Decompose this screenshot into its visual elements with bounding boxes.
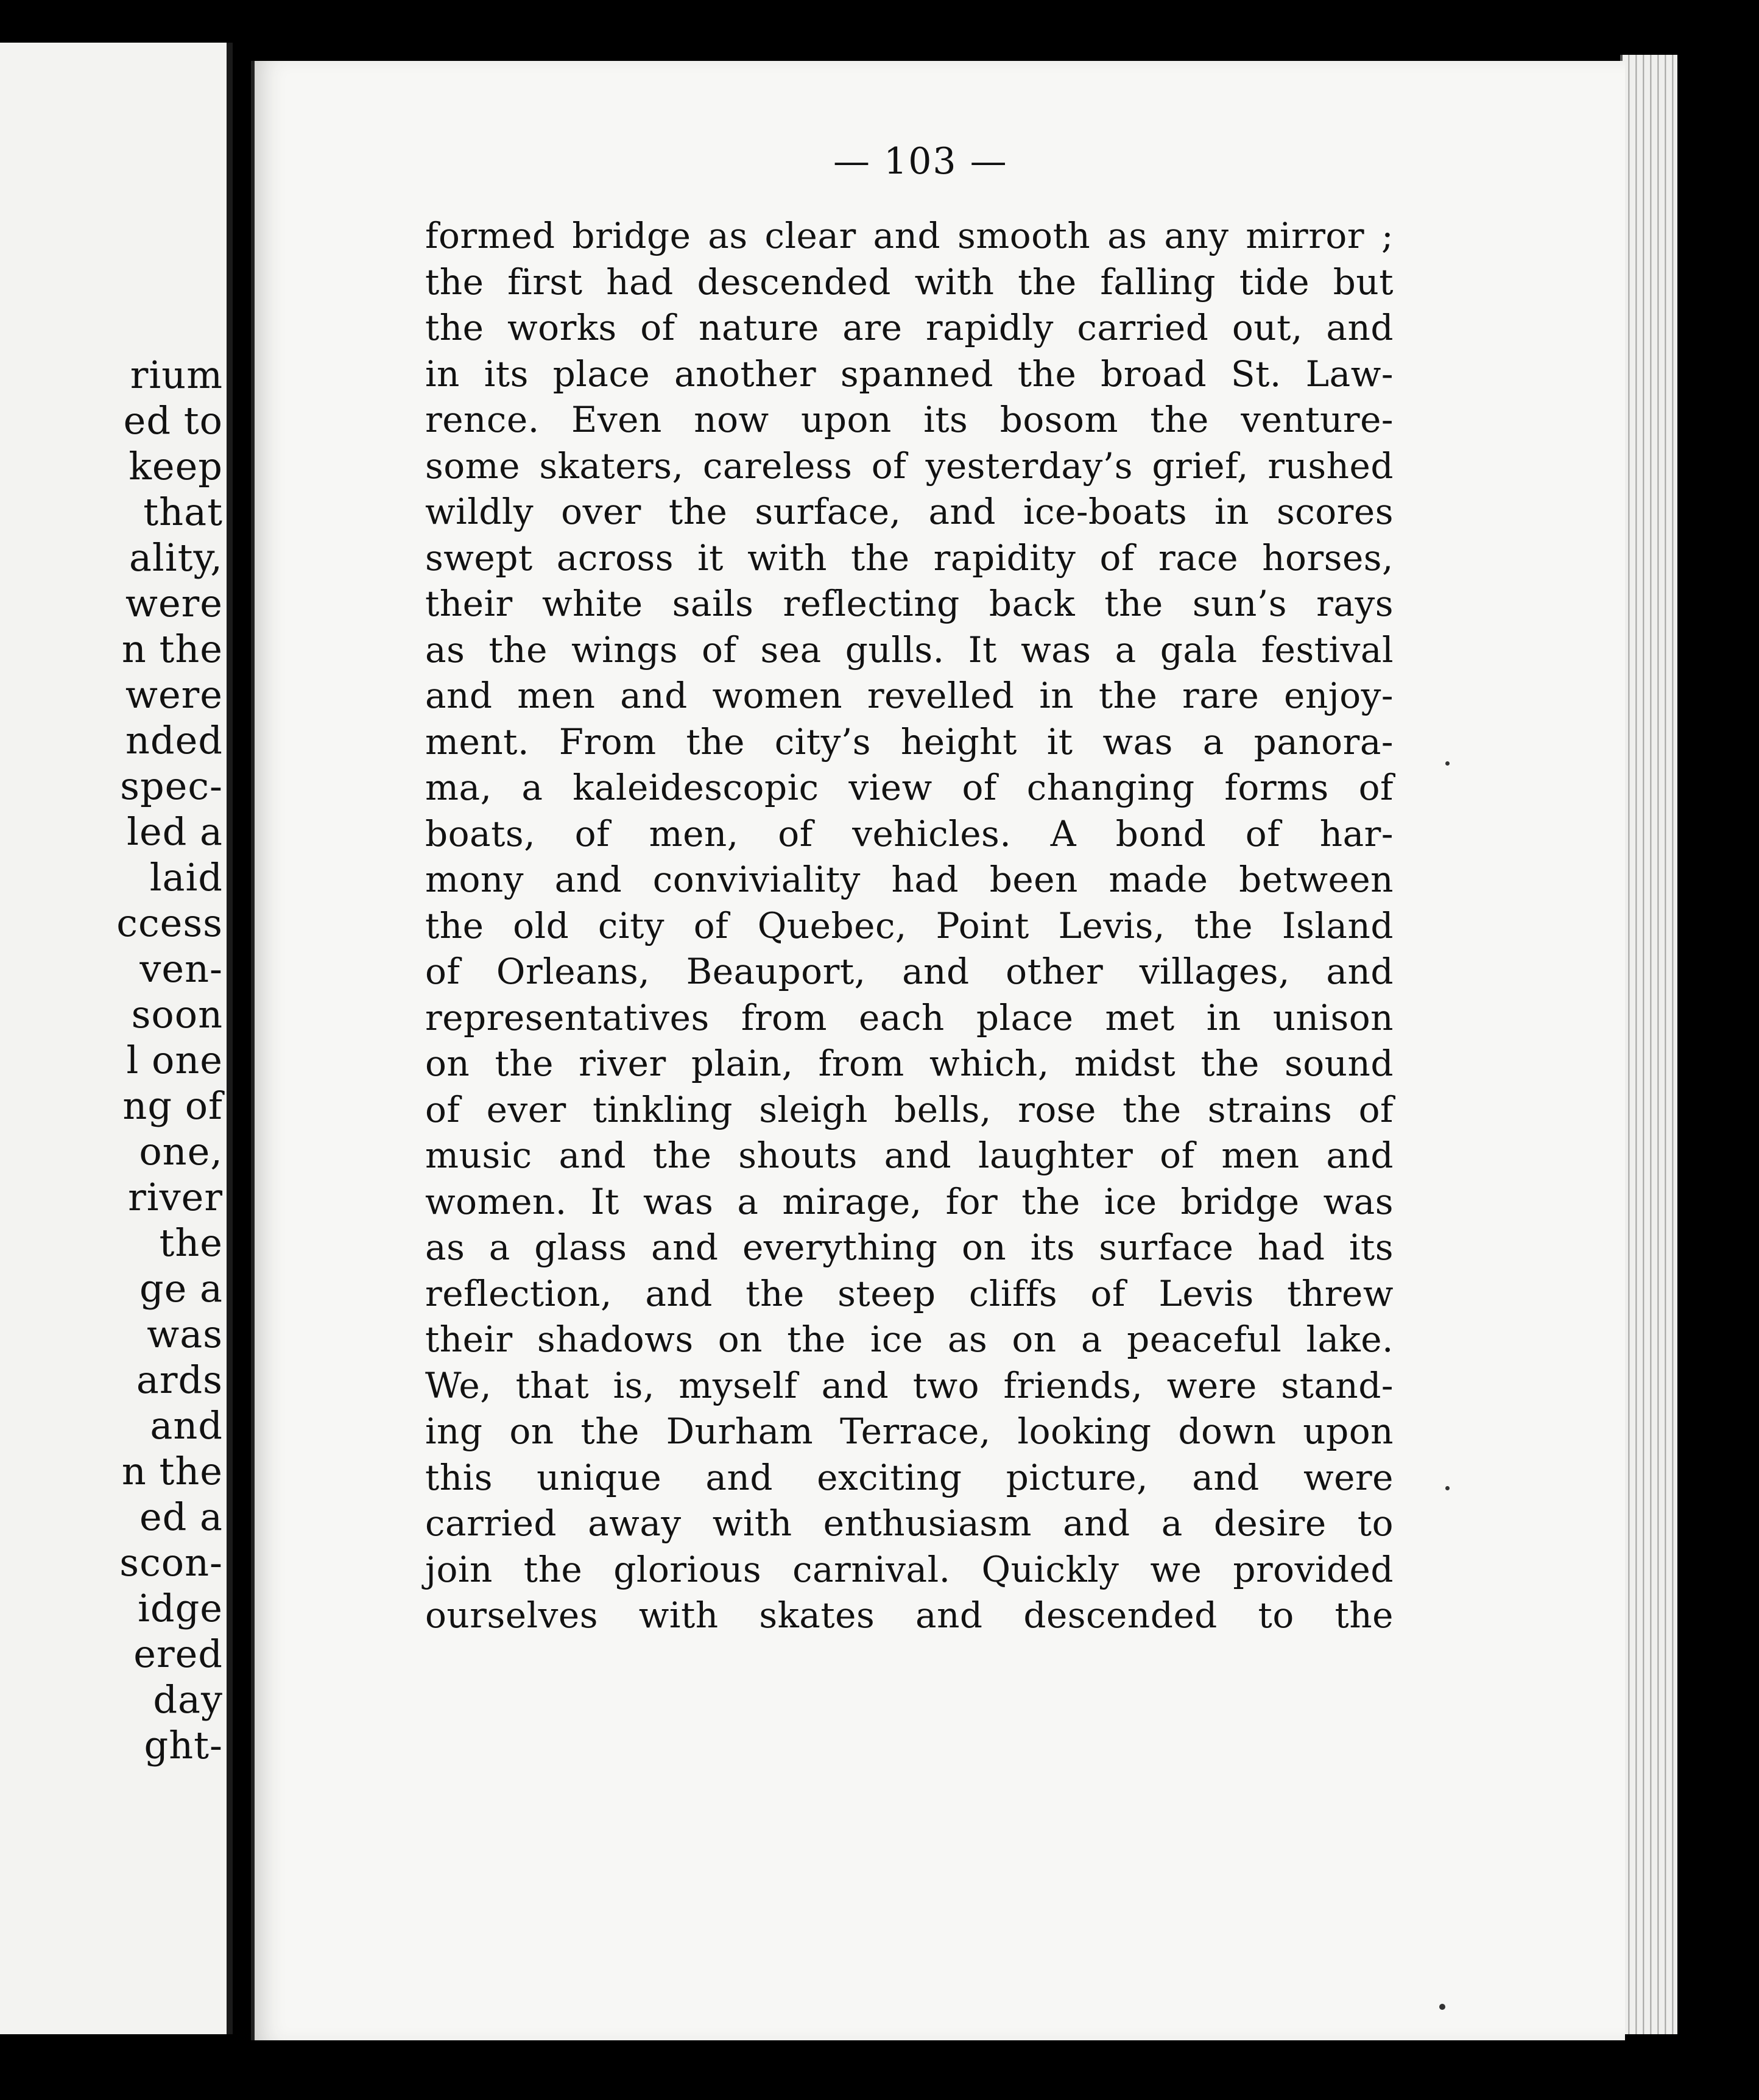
body-line: boats, of men, of vehicles. A bond of har- — [425, 812, 1394, 854]
body-line: on the river plain, from which, midst the sound — [425, 1043, 1394, 1084]
body-line: some skaters, careless of yesterday’s grief, rushed — [425, 445, 1394, 487]
body-line: of Orleans, Beauport, and other villages, and — [425, 951, 1394, 992]
ink-speck — [1439, 2004, 1445, 2010]
body-line: as the wings of sea gulls. It was a gala festival — [425, 629, 1394, 671]
body-line: and men and women revelled in the rare enjoy- — [425, 675, 1394, 716]
left-page-line: l one — [126, 1038, 223, 1082]
body-line: join the glorious carnival. Quickly we provided — [425, 1548, 1394, 1590]
left-page-line: were — [125, 581, 223, 625]
body-line: ment. From the city’s height it was a panora- — [425, 721, 1394, 763]
body-line: rence. Even now upon its bosom the venture- — [425, 399, 1394, 440]
left-page-line: ered — [133, 1632, 223, 1676]
page-number: — 103 — — [833, 140, 1008, 183]
left-facing-page — [0, 43, 233, 2034]
body-line: as a glass and everything on its surface had its — [425, 1227, 1394, 1268]
left-page-line: keep — [129, 444, 223, 488]
body-line: ma, a kaleidescopic view of changing forms of — [425, 767, 1394, 808]
left-page-line: were — [125, 672, 223, 717]
body-line: women. It was a mirage, for the ice bridge was — [425, 1180, 1394, 1222]
body-line: music and the shouts and laughter of men and — [425, 1135, 1394, 1176]
body-line: formed bridge as clear and smooth as any mirror ; — [425, 215, 1394, 256]
left-page-line: ality, — [129, 535, 223, 580]
left-page-line: ccess — [116, 901, 223, 945]
left-page-line: day — [153, 1677, 223, 1722]
left-page-line: was — [147, 1312, 223, 1356]
left-page-line: ge a — [139, 1266, 223, 1311]
left-page-line: rium — [130, 353, 223, 397]
body-line: the old city of Quebec, Point Levis, the Island — [425, 904, 1394, 946]
left-page-line: n the — [121, 627, 223, 671]
ink-speck — [1445, 1486, 1450, 1490]
body-line: swept across it with the rapidity of race horses, — [425, 537, 1394, 579]
left-page-line: n the — [121, 1449, 223, 1493]
left-page-line: that — [143, 490, 223, 534]
left-page-line: ven- — [139, 946, 223, 991]
body-line: this unique and exciting picture, and were — [425, 1456, 1394, 1498]
left-page-line: scon- — [119, 1540, 223, 1585]
body-line: their shadows on the ice as on a peaceful lake. — [425, 1319, 1394, 1360]
left-page-line: soon — [131, 992, 223, 1037]
left-page-line: ng of — [122, 1083, 223, 1128]
body-line: We, that is, myself and two friends, were stand- — [425, 1364, 1394, 1406]
page-edges — [1620, 55, 1677, 2034]
left-page-line: the — [159, 1221, 223, 1265]
body-line: ing on the Durham Terrace, looking down upon — [425, 1411, 1394, 1452]
left-page-line: led a — [127, 809, 223, 854]
body-line: of ever tinkling sleigh bells, rose the strains of — [425, 1088, 1394, 1130]
body-line: mony and conviviality had been made between — [425, 859, 1394, 900]
body-line: in its place another spanned the broad St. Law- — [425, 353, 1394, 395]
body-line: the first had descended with the falling tide but — [425, 261, 1394, 303]
left-page-line: ed a — [139, 1495, 223, 1539]
body-line: the works of nature are rapidly carried out, and — [425, 307, 1394, 348]
left-page-line: ght- — [144, 1723, 223, 1767]
body-line: their white sails reflecting back the sun’s rays — [425, 583, 1394, 624]
left-page-line: and — [150, 1403, 223, 1448]
left-page-line: idge — [138, 1586, 223, 1630]
body-line: reflection, and the steep cliffs of Levis threw — [425, 1272, 1394, 1314]
body-line: wildly over the surface, and ice-boats in scores — [425, 491, 1394, 532]
body-line: carried away with enthusiasm and a desire to — [425, 1503, 1394, 1544]
left-page-line: ed to — [123, 398, 223, 443]
left-page-line: nded — [125, 718, 223, 763]
body-line: representatives from each place met in unison — [425, 996, 1394, 1038]
left-page-line: laid — [149, 855, 223, 900]
left-page-line: ards — [136, 1358, 223, 1402]
right-page — [251, 61, 1625, 2040]
left-page-line: spec- — [120, 764, 223, 808]
ink-speck — [1445, 761, 1450, 766]
left-page-line: one, — [139, 1129, 223, 1174]
body-text — [425, 213, 1394, 1639]
body-line: ourselves with skates and descended to the — [425, 1594, 1394, 1636]
left-page-line: river — [128, 1175, 223, 1219]
